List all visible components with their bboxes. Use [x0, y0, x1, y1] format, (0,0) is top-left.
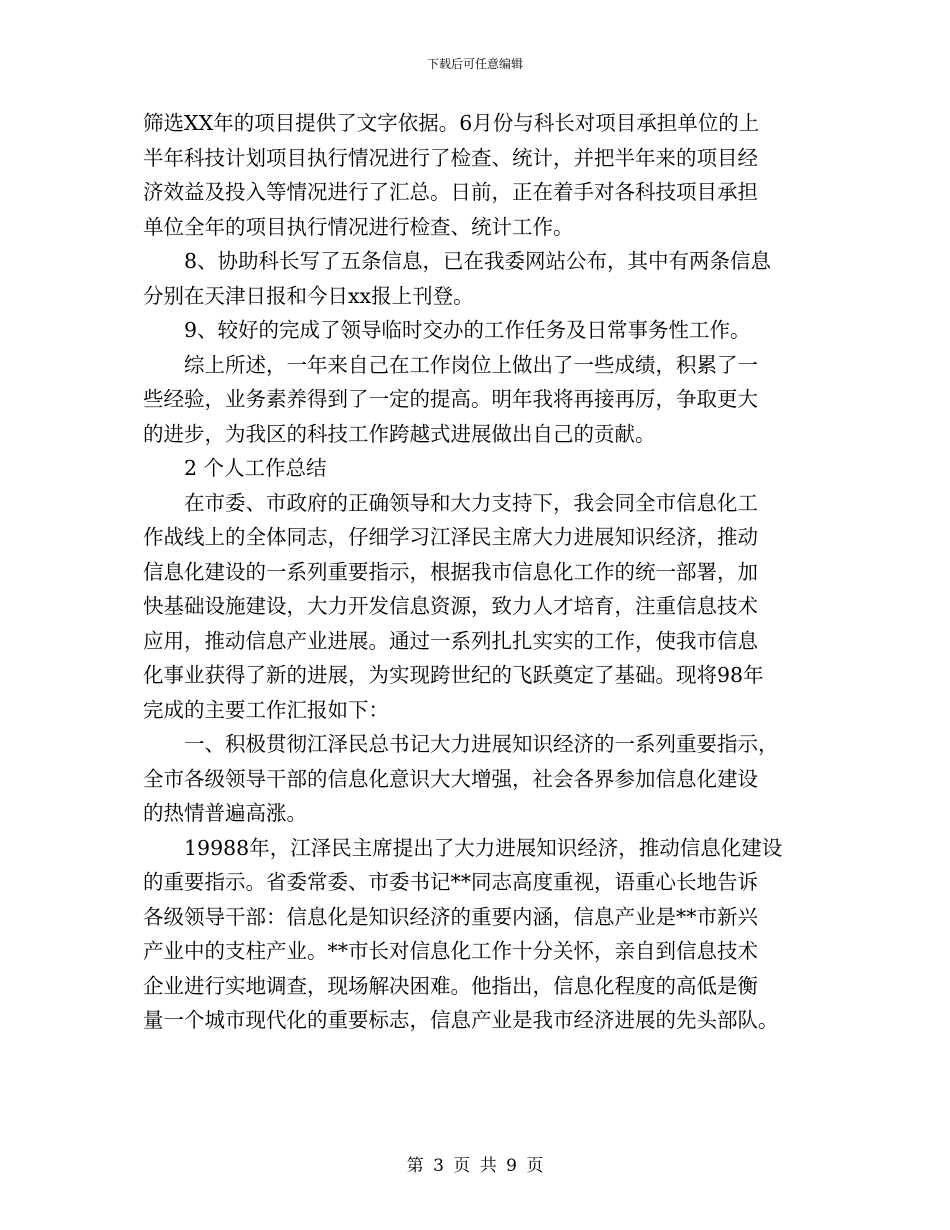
text-line: 信息化建设的一系列重要指示，根据我市信息化工作的统一部署，加 [143, 559, 758, 584]
page-number: 第 3 页 共 9 页 [406, 1156, 544, 1176]
text-line: 19988年，江泽民主席提出了大力进展知识经济，推动信息化建设 [184, 835, 783, 860]
text-line: 综上所述，一年来自己在工作岗位上做出了一些成绩，积累了一 [184, 352, 758, 377]
text-line: 全市各级领导干部的信息化意识大大增强，社会各界参加信息化建设 [143, 766, 758, 791]
text-line: 分别在天津日报和今日xx报上刊登。 [143, 283, 474, 308]
page-header: 下载后可任意编辑 [426, 57, 523, 71]
text-line: 产业中的支柱产业。**市长对信息化工作十分关怀，亲自到信息技术 [143, 939, 758, 963]
text-line: 完成的主要工作汇报如下： [143, 697, 389, 722]
text-line: 的重要指示。省委常委、市委书记**同志高度重视，语重心长地告诉 [143, 870, 758, 894]
text-line: 化事业获得了新的进展，为实现跨世纪的飞跃奠定了基础。现将98年 [143, 663, 764, 687]
document-body [143, 106, 811, 1038]
text-line: 些经验，业务素养得到了一定的提高。明年我将再接再厉，争取更大 [143, 387, 758, 411]
text-line: 筛选XX年的项目提供了文字依据。6月份与科长对项目承担单位的上 [143, 111, 760, 135]
text-line: 8、协助科长写了五条信息，已在我委网站公布，其中有两条信息 [184, 249, 772, 273]
text-line: 的进步，为我区的科技工作跨越式进展做出自己的贡献。 [143, 421, 656, 446]
text-line: 企业进行实地调查，现场解决困难。他指出，信息化程度的高低是衡 [143, 973, 758, 998]
text-line: 9、较好的完成了领导临时交办的工作任务及日常事务性工作。 [184, 318, 751, 342]
text-line: 一、积极贯彻江泽民总书记大力进展知识经济的一系列重要指示， [184, 732, 779, 756]
text-line: 应用，推动信息产业进展。通过一系列扎扎实实的工作，使我市信息 [143, 628, 758, 653]
text-line: 快基础设施建设，大力开发信息资源，致力人才培育，注重信息技术 [143, 594, 758, 618]
text-line: 单位全年的项目执行情况进行检查、统计工作。 [143, 214, 574, 239]
text-line: 作战线上的全体同志，仔细学习江泽民主席大力进展知识经济，推动 [143, 525, 758, 549]
text-line: 在市委、市政府的正确领导和大力支持下，我会同全市信息化工 [184, 490, 758, 515]
section-heading: 2 个人工作总结 [184, 456, 327, 480]
text-line: 半年科技计划项目执行情况进行了检查、统计，并把半年来的项目经 [143, 145, 758, 170]
text-line: 各级领导干部：信息化是知识经济的重要内涵，信息产业是**市新兴 [143, 904, 758, 929]
text-line: 济效益及投入等情况进行了汇总。日前，正在着手对各科技项目承担 [143, 180, 758, 204]
text-line: 量一个城市现代化的重要标志，信息产业是我市经济进展的先头部队。 [143, 1008, 779, 1032]
text-line: 的热情普遍高涨。 [143, 801, 307, 825]
